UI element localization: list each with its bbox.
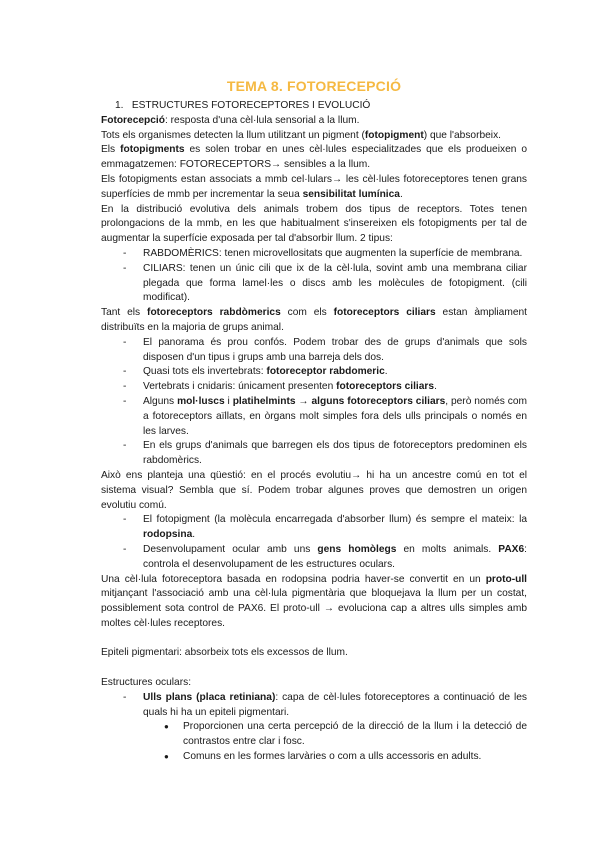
term-bold: PAX6	[498, 543, 525, 555]
text: , però només com a fotoreceptors aïllats, en òrgans molt simples fora dels ulls principals o només en les larves.	[143, 395, 527, 437]
document-body	[101, 77, 527, 765]
text: Vertebrats i cnidaris: únicament presenten	[143, 381, 337, 393]
paragraph-tant-els	[101, 306, 527, 336]
text: .	[434, 381, 437, 393]
ocular-structures-list	[101, 691, 527, 765]
paragraph-epiteli: Epiteli pigmentari: absorbeix tots els excessos de llum.	[101, 647, 348, 659]
paragraph-fotopigment	[101, 129, 527, 144]
paragraph-distribution: En la distribució evolutiva dels animals trobem dos tipus de receptors. Totes tenen prolongacions de la mmb, en les que habitualment s'insereixen els fotopigments per tal de augmentar la superfície exposada per tal d'absorbir llum. 2 tipus:	[101, 203, 527, 245]
paragraph-question: Això ens planteja una qüestió: en el procés evolutiu→ hi ha un ancestre comú en tot el sistema visual? Sembla que sí. Podem trobar algunes proves que demostren un origen evolutiu comú.	[101, 469, 527, 511]
term-bold: Ulls plans (placa retiniana)	[143, 691, 276, 703]
list-item	[123, 380, 527, 395]
text: : capa de cèl·lules fotoreceptores a continuació de les quals hi ha un epiteli pigmentari.	[143, 691, 527, 718]
term-bold: platihelmints → alguns fotoreceptors ciliars	[232, 395, 446, 407]
term-bold: fotoreceptor rabdomeric	[266, 366, 385, 378]
list-item	[123, 395, 527, 439]
paragraph-estructures: Estructures oculars:	[101, 677, 192, 689]
spacer	[101, 661, 527, 676]
text: : resposta d'una cèl·lula sensorial a la llum.	[164, 114, 360, 126]
text: .	[192, 529, 196, 541]
term-bold: Fotorecepció	[101, 114, 165, 126]
text: ) que l'absorbeix.	[423, 129, 501, 141]
list-item	[123, 691, 527, 765]
text: mitjançant l'associació amb una cèl·lula pigmentària que bloquejava la llum per un costat, possiblement sota control de PAX6. El proto-ull → evoluciona cap a altres ulls simples amb moltes cèl·lules receptores.	[101, 588, 527, 629]
list-item	[123, 543, 527, 573]
receptor-types-list	[101, 247, 527, 306]
paragraph-proto-ull	[101, 573, 527, 632]
list-item: - En els grups d'animals que barregen els dos tipus de fotoreceptors predominen els rabdomèrics.	[123, 439, 527, 469]
list-item: - CILIARS: tenen un únic cili que ix de la cèl·lula, sovint amb una membrana ciliar plegada que forma lamel·les o discs amb les molècules de fotopigment. (cili modificat).	[123, 262, 527, 306]
text: com els	[280, 307, 334, 319]
text: Els	[101, 144, 121, 156]
text: Tant els	[101, 307, 148, 319]
text: .	[384, 366, 388, 378]
list-item: - El panorama és prou confós. Podem trobar des de grups d'animals que sols disposen d'un tipus i grups amb una barreja dels dos.	[123, 336, 527, 366]
sub-list-item: ● Comuns en les formes larvàries o com a ulls accessoris en adults.	[163, 750, 527, 765]
evidence-list	[101, 513, 527, 572]
spacer	[101, 632, 527, 647]
distribution-list	[101, 336, 527, 469]
text: i	[224, 395, 233, 407]
text: Tots els organismes detecten la llum utilitzant un pigment (	[101, 129, 365, 141]
text: .	[399, 188, 403, 200]
text: es solen trobar en unes cèl·lules especialitzades que els produeixen o emmagatzemen: FOTORECEPTORS→ sensibles a la llum.	[101, 144, 528, 171]
text: El fotopigment (la molècula encarregada d'absorber llum) és sempre el mateix: la	[143, 514, 527, 526]
list-item	[123, 513, 527, 543]
sub-bullet-list	[143, 720, 527, 764]
paragraph-fotopigments	[101, 143, 527, 173]
paragraph-fotorecepcio	[101, 114, 527, 129]
list-item	[123, 365, 527, 380]
term-bold: fotoreceptors ciliars	[336, 381, 435, 393]
text: : controla el desenvolupament de les estructures oculars.	[143, 543, 527, 570]
term-bold: fotoreceptors ciliars	[333, 307, 436, 319]
text: en molts animals.	[396, 543, 499, 555]
section-heading	[101, 99, 527, 114]
term-bold: proto-ull	[485, 573, 527, 585]
term-bold: fotoreceptors rabdòmerics	[147, 307, 281, 319]
paragraph-membranes	[101, 173, 527, 203]
text: Alguns	[143, 395, 178, 407]
term-bold: fotopigments	[120, 144, 185, 156]
term-bold: fotopigment	[364, 129, 424, 141]
text: estan àmpliament distribuïts en la majoria de grups animal.	[101, 307, 527, 333]
list-item: - RABDOMÈRICS: tenen microvellositats que augmenten la superfície de membrana.	[123, 247, 527, 262]
section-number: 1.	[115, 100, 124, 111]
sub-list-item: ● Proporcionen una certa percepció de la direcció de la llum i la detecció de contrastos entre clar i fosc.	[163, 720, 527, 750]
section-title: ESTRUCTURES FOTORECEPTORES I EVOLUCIÓ	[131, 100, 371, 111]
term-bold: gens homòlegs	[317, 543, 397, 555]
page-title: TEMA 8. FOTORECEPCIÓ	[226, 78, 402, 94]
text: Una cèl·lula fotoreceptora basada en rodopsina podria haver-se convertit en un	[101, 573, 486, 585]
term-bold: rodopsina	[143, 529, 193, 541]
term-bold: sensibilitat lumínica	[302, 188, 400, 200]
term-bold: mol·luscs	[177, 395, 225, 407]
text: Desenvolupament ocular amb uns	[143, 543, 318, 555]
text: Els fotopigments estan associats a mmb cel·lulars→ les cèl·lules fotoreceptores tenen grans superfícies de mmb per incrementar la seua	[101, 173, 527, 200]
text: Quasi tots els invertebrats:	[143, 366, 267, 378]
